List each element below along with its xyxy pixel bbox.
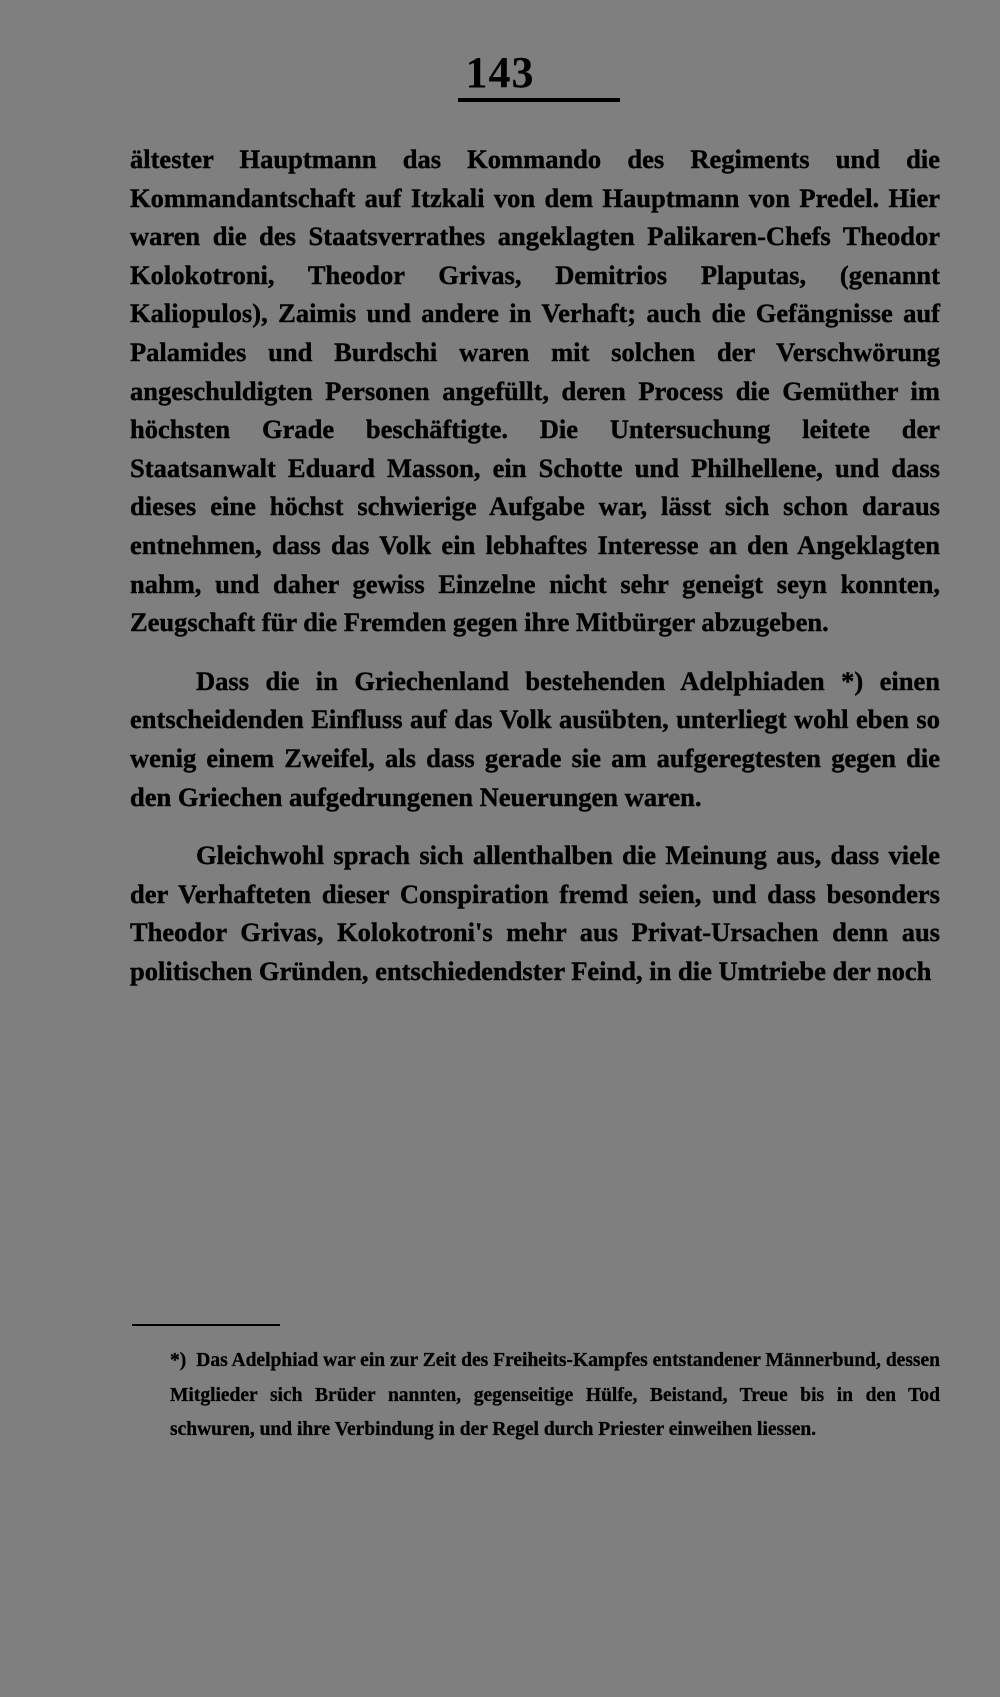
paragraph-2: Dass die in Griechenland bestehenden Adelphiaden *) einen entscheidenden Einfluss auf das Volk ausübten, unterliegt wohl eben so wenig einem Zweifel, als dass gerade sie am aufgeregtesten gegen die den Griechen aufgedrungenen Neuerungen waren.	[130, 665, 940, 812]
paragraph-3: Gleichwohl sprach sich allenthalben die Meinung aus, dass viele der Verhafteten dieser Conspiration fremd seien, und dass besonders Theodor Grivas, Kolokotroni's mehr aus Privat-Ursachen denn aus politischen Gründen, entschiedendster Feind, in die Umtriebe der noch	[130, 840, 940, 986]
footnote-marker: *)	[170, 1350, 187, 1371]
footnote	[170, 1344, 940, 1448]
paragraph-1: ältester Hauptmann das Kommando des Regiments und die Kommandantschaft auf Itzkali von dem Hauptmann von Predel. Hier waren die des Staatsverrathes angeklagten Palikaren-Chefs Theodor Kolokotroni, Theodor Grivas, Demitrios Plaputas, (genannt Kaliopulos), Zaimis und andere in Verhaft; auch die Gefängnisse auf Palamides und Burdschi waren mit solchen der Verschwörung angeschuldigten Personen angefüllt, deren Process die Gemüther im höchsten Grade beschäftigte. Die Untersuchung leitete der Staatsanwalt Eduard Masson, ein Schotte und Philhellene, und dass dieses eine höchst schwierige Aufgabe war, lässt sich schon daraus entnehmen, dass das Volk ein lebhaftes Interesse an den Angeklagten nahm, und daher gewiss Einzelne nicht sehr geneigt seyn konnten, Zeugschaft für die Fremden gegen ihre Mitbürger abzugeben.	[130, 144, 940, 638]
footnote-text: Das Adelphiad war ein zur Zeit des Freiheits-Kampfes entstandener Männerbund, dessen Mitglieder sich Brüder nannten, gegenseitige Hülfe, Beistand, Treue bis in den Tod schwuren, und ihre Verbindung in der Regel durch Priester einweihen liessen.	[170, 1350, 940, 1440]
footnote-rule	[132, 1324, 280, 1326]
body-text	[130, 140, 940, 990]
header-rule	[458, 98, 620, 102]
page-number: 143	[465, 48, 535, 97]
